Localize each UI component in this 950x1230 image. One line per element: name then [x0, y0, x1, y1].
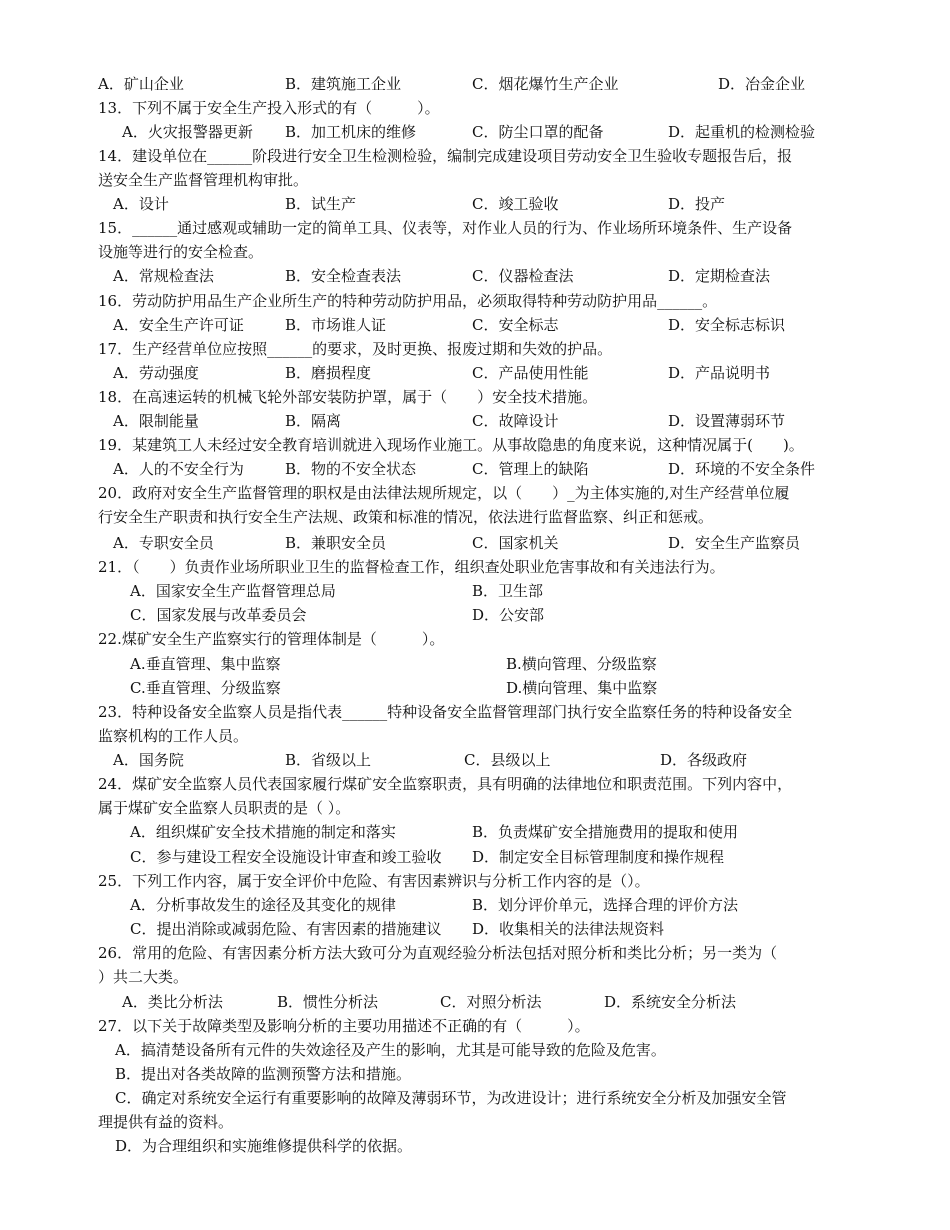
- q13-stem: 13．下列不属于安全生产投入形式的有（ ）。: [98, 99, 440, 117]
- q21-option-d: D．公安部: [472, 606, 545, 624]
- q17-option-c: C．产品使用性能: [472, 364, 589, 382]
- q14-stem-line1: 14．建设单位在______阶段进行安全卫生检测检验，编制完成建设项目劳动安全卫生验收专题报告后，报: [98, 147, 793, 165]
- q26-option-d: D．系统安全分析法: [604, 993, 737, 1011]
- q19-option-b: B．物的不安全状态: [285, 460, 417, 478]
- q27-option-a: A．搞清楚设备所有元件的失效途径及产生的影响，尤其是可能导致的危险及危害。: [115, 1041, 666, 1059]
- q22-option-c: C.垂直管理、分级监察: [130, 679, 281, 697]
- q22-option-a: A.垂直管理、集中监察: [130, 655, 281, 673]
- q18-option-a: A．限制能量: [113, 412, 199, 430]
- q25-option-b: B．划分评价单元，选择合理的评价方法: [472, 896, 739, 914]
- q19-option-a: A．人的不安全行为: [113, 460, 244, 478]
- q12-option-a: A．矿山企业: [98, 75, 184, 93]
- q19-option-c: C．管理上的缺陷: [472, 460, 589, 478]
- q25-stem: 25．下列工作内容，属于安全评价中危险、有害因素辨识与分析工作内容的是（）。: [98, 872, 650, 890]
- q16-stem: 16．劳动防护用品生产企业所生产的特种劳动防护用品，必须取得特种劳动防护用品______。: [98, 292, 718, 310]
- q13-option-a: A．火灾报警器更新: [122, 123, 253, 141]
- q24-option-b: B．负责煤矿安全措施费用的提取和使用: [472, 823, 739, 841]
- q26-stem-line2: ）共二大类。: [98, 968, 189, 986]
- q25-option-a: A．分析事故发生的途径及其变化的规律: [130, 896, 396, 914]
- q15-option-d: D．定期检查法: [668, 267, 771, 285]
- q15-option-b: B．安全检查表法: [285, 267, 402, 285]
- q27-option-c-line2: 理提供有益的资料。: [98, 1113, 234, 1131]
- q24-option-a: A．组织煤矿安全技术措施的制定和落实: [130, 823, 396, 841]
- q14-option-c: C．竣工验收: [472, 195, 559, 213]
- q20-option-d: D．安全生产监察员: [668, 534, 801, 552]
- q18-stem: 18．在高速运转的机械飞轮外部安装防护罩，属于（ ）安全技术措施。: [98, 388, 598, 406]
- q26-stem-line1: 26．常用的危险、有害因素分析方法大致可分为直观经验分析法包括对照分析和类比分析；另一类为（: [98, 944, 778, 962]
- q23-stem-line2: 监察机构的工作人员。: [98, 727, 249, 745]
- q18-option-d: D．设置薄弱环节: [668, 412, 786, 430]
- q16-option-d: D．安全标志标识: [668, 316, 786, 334]
- q12-option-d: D．冶金企业: [718, 75, 806, 93]
- q12-option-c: C．烟花爆竹生产企业: [472, 75, 619, 93]
- q18-option-b: B．隔离: [285, 412, 342, 430]
- q23-option-a: A．国务院: [113, 751, 184, 769]
- q15-option-c: C．仪器检查法: [472, 267, 574, 285]
- q19-option-d: D．环境的不安全条件: [668, 460, 816, 478]
- q21-option-b: B．卫生部: [472, 582, 544, 600]
- q15-stem-line1: 15．______通过感观或辅助一定的简单工具、仪表等，对作业人员的行为、作业场所环境条件、生产设备: [98, 219, 793, 237]
- q22-stem: 22.煤矿安全生产监察实行的管理体制是（ ）。: [98, 630, 445, 648]
- q22-option-d: D.横向管理、集中监察: [506, 679, 658, 697]
- q20-stem-line2: 行安全生产职责和执行安全生产法规、政策和标准的情况，依法进行监督监察、纠正和惩戒。: [98, 508, 714, 526]
- q12-option-b: B．建筑施工企业: [285, 75, 402, 93]
- q17-stem: 17．生产经营单位应按照______的要求，及时更换、报废过期和失效的护品。: [98, 340, 613, 358]
- q19-stem: 19．某建筑工人未经过安全教育培训就进入现场作业施工。从事故隐患的角度来说，这种情况属于( )。: [98, 436, 804, 454]
- q24-stem-line2: 属于煤矿安全监察人员职责的是（ ）。: [98, 799, 351, 817]
- q23-stem-line1: 23．特种设备安全监察人员是指代表______特种设备安全监督管理部门执行安全监察任务的特种设备安全: [98, 703, 793, 721]
- q26-option-a: A．类比分析法: [122, 993, 223, 1011]
- q21-option-c: C．国家发展与改革委员会: [130, 606, 307, 624]
- q16-option-b: B．市场谁人证: [285, 316, 387, 334]
- q13-option-b: B．加工机床的维修: [285, 123, 417, 141]
- q26-option-c: C．对照分析法: [440, 993, 542, 1011]
- q20-stem-line1: 20．政府对安全生产监督管理的职权是由法律法规所规定，以（ ）_为主体实施的,对生产经营单位履: [98, 484, 790, 502]
- q22-option-b: B.横向管理、分级监察: [506, 655, 657, 673]
- q25-option-d: D．收集相关的法律法规资料: [472, 920, 665, 938]
- q20-option-a: A．专职安全员: [113, 534, 214, 552]
- q23-option-d: D．各级政府: [660, 751, 748, 769]
- q26-option-b: B．惯性分析法: [277, 993, 379, 1011]
- q24-stem-line1: 24．煤矿安全监察人员代表国家履行煤矿安全监察职责，具有明确的法律地位和职责范围。下列内容中，: [98, 775, 793, 793]
- q14-stem-line2: 送安全生产监督管理机构审批。: [98, 171, 309, 189]
- q16-option-c: C．安全标志: [472, 316, 559, 334]
- q27-stem: 27．以下关于故障类型及影响分析的主要功用描述不正确的有（ ）。: [98, 1017, 590, 1035]
- q13-option-d: D．起重机的检测检验: [668, 123, 816, 141]
- q14-option-b: B．试生产: [285, 195, 357, 213]
- q21-option-a: A．国家安全生产监督管理总局: [130, 582, 336, 600]
- q20-option-c: C．国家机关: [472, 534, 559, 552]
- q23-option-c: C．县级以上: [464, 751, 551, 769]
- q13-option-c: C．防尘口罩的配备: [472, 123, 604, 141]
- q18-option-c: C．故障设计: [472, 412, 559, 430]
- q16-option-a: A．安全生产许可证: [113, 316, 244, 334]
- q27-option-b: B．提出对各类故障的监测预警方法和措施。: [115, 1065, 412, 1083]
- q24-option-c: C．参与建设工程安全设施设计审查和竣工验收: [130, 848, 442, 866]
- q27-option-d: D．为合理组织和实施维修提供科学的依据。: [115, 1137, 413, 1155]
- q24-option-d: D．制定安全目标管理制度和操作规程: [472, 848, 725, 866]
- q27-option-c-line1: C．确定对系统安全运行有重要影响的故障及薄弱环节，为改进设计；进行系统安全分析及加强安全管: [115, 1089, 787, 1107]
- q25-option-c: C．提出消除或减弱危险、有害因素的措施建议: [130, 920, 442, 938]
- q17-option-a: A．劳动强度: [113, 364, 199, 382]
- q23-option-b: B．省级以上: [285, 751, 372, 769]
- q14-option-a: A．设计: [113, 195, 169, 213]
- q15-stem-line2: 设施等进行的安全检查。: [98, 243, 264, 261]
- q15-option-a: A．常规检查法: [113, 267, 214, 285]
- q17-option-d: D．产品说明书: [668, 364, 771, 382]
- q21-stem: 21．（ ）负责作业场所职业卫生的监督检查工作，组织查处职业危害事故和有关违法行为。: [98, 558, 725, 576]
- q17-option-b: B．磨损程度: [285, 364, 372, 382]
- q20-option-b: B．兼职安全员: [285, 534, 387, 552]
- q14-option-d: D．投产: [668, 195, 726, 213]
